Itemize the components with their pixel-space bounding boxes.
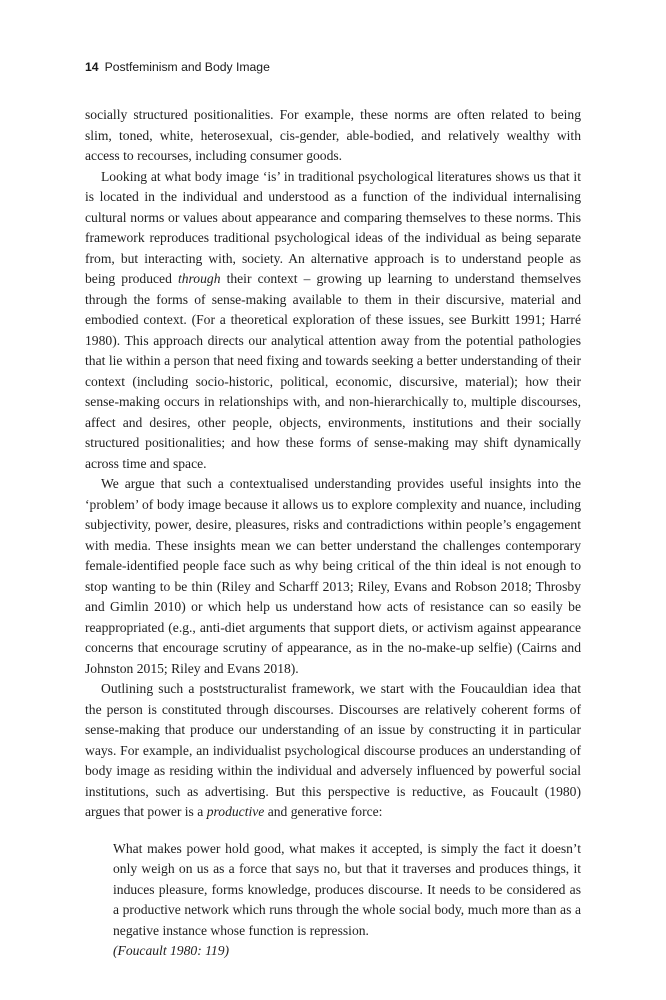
body-text [85, 105, 581, 962]
block-quote [85, 839, 581, 962]
page-number: 14 [85, 60, 99, 74]
running-head [85, 59, 270, 75]
emphasis-productive: productive [206, 804, 265, 819]
emphasis-through: through [177, 271, 221, 286]
block-quote-citation: (Foucault 1980: 119) [113, 943, 230, 958]
paragraph-poststructuralist-framework: Outlining such a poststructuralist framework, we start with the Foucauldian idea that the person is constituted through discourses. Discourses are relatively coherent forms of sense-making that produce our understanding of an issue by constructing it in particular ways. For example, an individualist psychological discourse produces an understanding of body image as residing within the individual and adversely influenced by powerful social institutions, such as advertising. But this perspective is reductive, as Foucault (1980) argues that power is a productive and generative force: [85, 681, 581, 819]
running-title: Postfeminism and Body Image [104, 60, 270, 74]
paragraph-contextualised-understanding: We argue that such a contextualised understanding provides useful insights into the ‘problem’ of body image because it allows us to explore complexity and nuance, including subjectivity, power, desire, pleasures, risks and contradictions within people’s engagement with media. These insights mean we can better understand the challenges contemporary female-identified people face such as why being critical of the thin ideal is not enough to stop wanting to be thin (Riley and Scharff 2013; Riley, Evans and Robson 2018; Throsby and Gimlin 2010) or which help us understand how acts of resistance can so easily be reappropriated (e.g., anti-diet arguments that support diets, or activism against appearance concerns that encourage scrutiny of appearance, as in the no-make-up selfie) (Cairns and Johnston 2015; Riley and Evans 2018). [85, 476, 581, 676]
paragraph-body-image-definition: Looking at what body image ‘is’ in traditional psychological literatures shows us that it is located in the individual and understood as a function of the individual internalising cultural norms or values about appearance and comparing themselves to these norms. This framework reproduces traditional psychological ideas of the individual as being separate from, but interacting with, society. An alternative approach is to understand people as being produced through their context – growing up learning to understand themselves through the forms of sense-making available to them in their discursive, material and embodied context. (For a theoretical exploration of these issues, see Burkitt 1991; Harré 1980). This approach directs our analytical attention away from the potential pathologies that lie within a person that need fixing and towards seeking a better understanding of their context (including socio-historic, political, economic, discursive, material); how their sense-making occurs in relationships with, and non-hierarchically to, multiple discourses, affect and desires, other people, objects, environments, institutions and their socially structured positionalities; and how these forms of sense-making may shift dynamically across time and space. [85, 168, 582, 471]
paragraph-continued: socially structured positionalities. For example, these norms are often related to being slim, toned, white, heterosexual, cis-gender, able-bodied, and relatively wealthy with access to recourses, including consumer goods. [85, 107, 581, 163]
block-quote-text: What makes power hold good, what makes it accepted, is simply the fact it doesn’t only weigh on us as a force that says no, but that it traverses and produces things, it induces pleasure, forms knowledge, produces discourse. It needs to be considered as a productive network which runs through the whole social body, much more than as a negative instance whose function is repression. [113, 840, 581, 938]
